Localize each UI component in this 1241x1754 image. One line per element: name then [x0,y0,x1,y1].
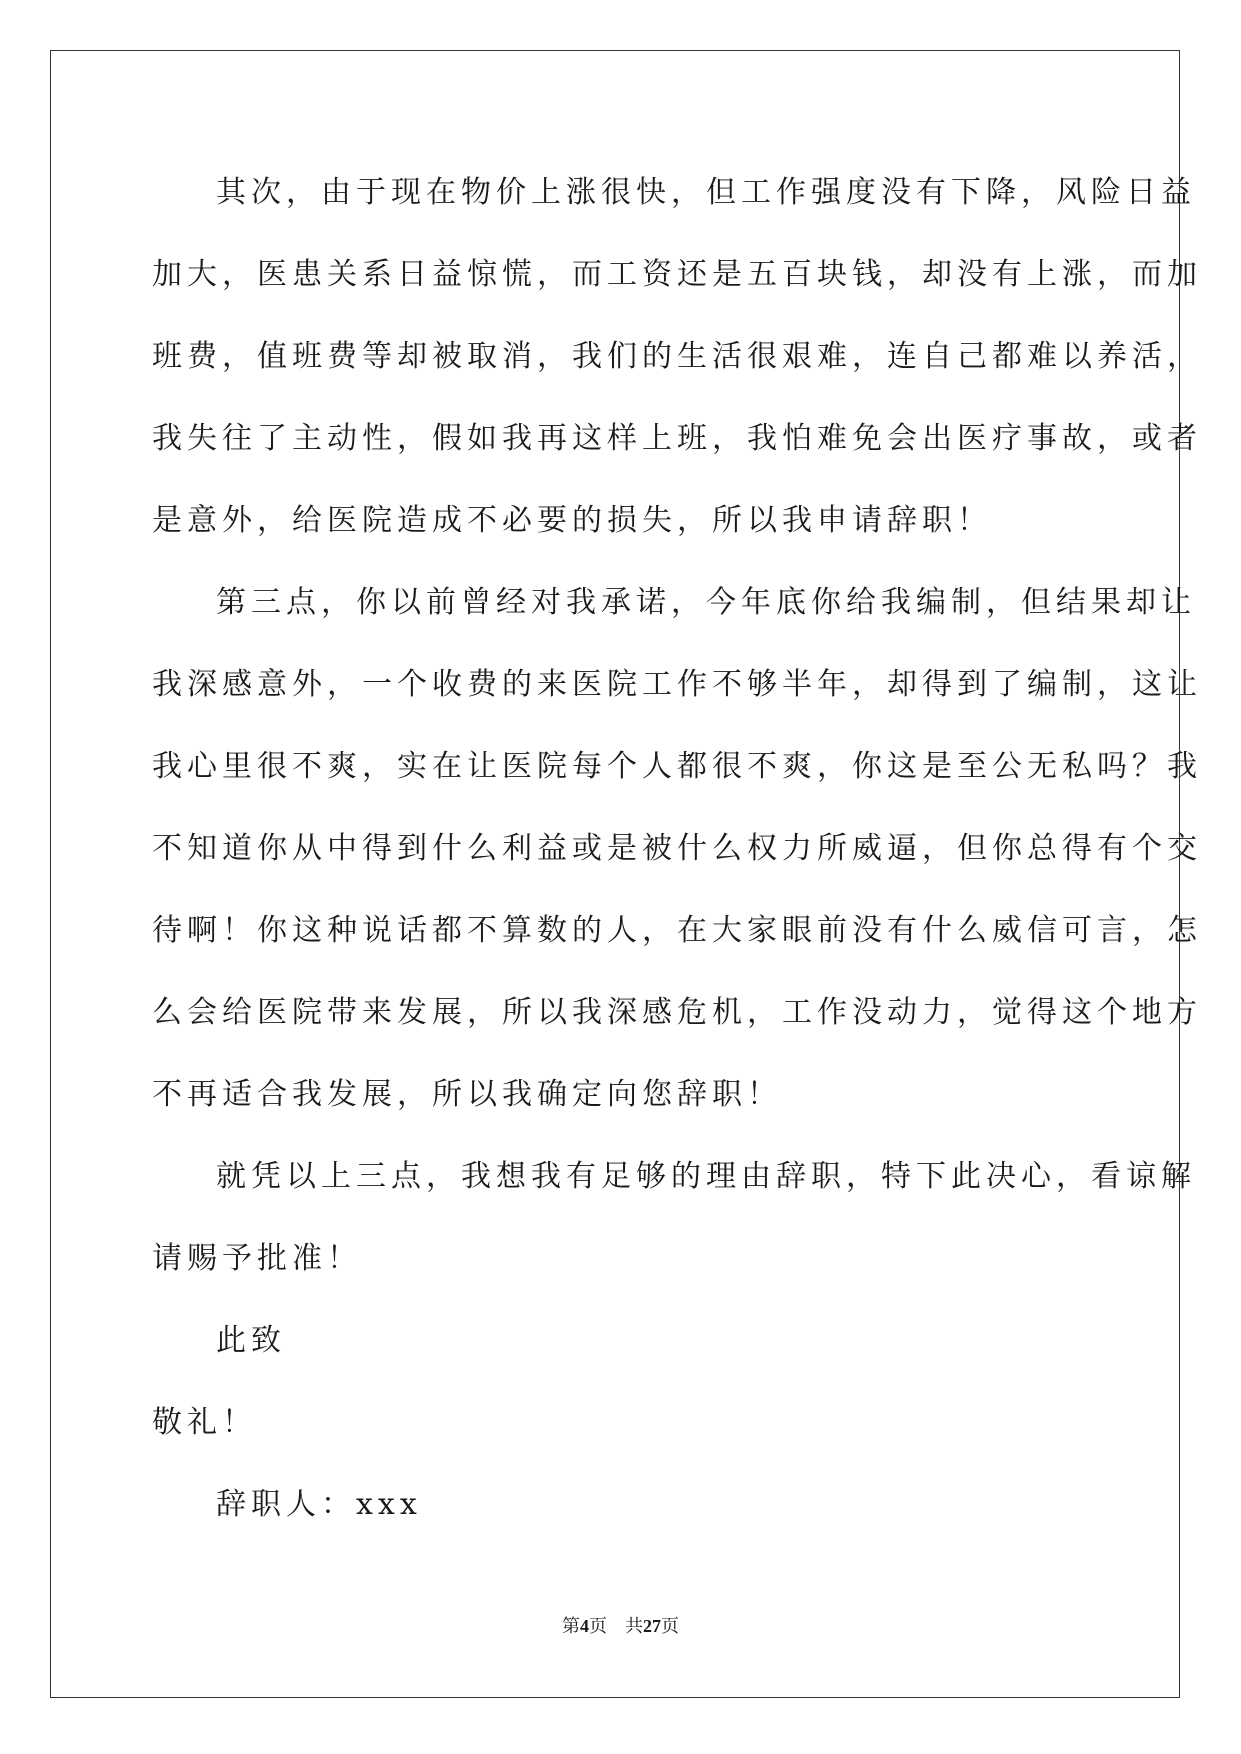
paragraph-line: 是意外，给医院造成不必要的损失，所以我申请辞职！ [152,503,992,538]
footer-prefix: 第 [562,1616,580,1636]
paragraph-line: 第三点，你以前曾经对我承诺，今年底你给我编制，但结果却让 [216,585,1196,620]
closing-regards: 敬礼！ [152,1405,257,1440]
document-body [152,152,1202,1546]
paragraph-line: 我心里很不爽，实在让医院每个人都很不爽，你这是至公无私吗？我 [152,749,1202,784]
page-footer [0,1612,1241,1638]
signature-line: 辞职人：xxx [216,1487,422,1522]
paragraph-line: 我失往了主动性，假如我再这样上班，我怕难免会出医疗事故，或者 [152,421,1202,456]
total-page-count: 27 [643,1616,661,1636]
paragraph-line: 就凭以上三点，我想我有足够的理由辞职，特下此决心，看谅解 [216,1159,1196,1194]
paragraph-line: 不知道你从中得到什么利益或是被什么权力所威逼，但你总得有个交 [152,831,1202,866]
paragraph-line: 其次，由于现在物价上涨很快，但工作强度没有下降，风险日益 [216,175,1196,210]
paragraph-line: 待啊！你这种说话都不算数的人，在大家眼前没有什么威信可言，怎 [152,913,1202,948]
closing-salutation: 此致 [216,1323,286,1358]
paragraph-line: 我深感意外，一个收费的来医院工作不够半年，却得到了编制，这让 [152,667,1202,702]
paragraph-line: 班费，值班费等却被取消，我们的生活很艰难，连自己都难以养活， [152,339,1202,374]
paragraph-line: 请赐予批准！ [152,1241,362,1276]
footer-total-prefix: 共 [625,1616,643,1636]
paragraph-line: 加大，医患关系日益惊慌，而工资还是五百块钱，却没有上涨，而加 [152,257,1202,292]
paragraph-line: 不再适合我发展，所以我确定向您辞职！ [152,1077,782,1112]
current-page-number: 4 [580,1616,589,1636]
paragraph-line: 么会给医院带来发展，所以我深感危机，工作没动力，觉得这个地方 [152,995,1202,1030]
footer-page-unit: 页 [589,1616,607,1636]
footer-total-unit: 页 [661,1616,679,1636]
